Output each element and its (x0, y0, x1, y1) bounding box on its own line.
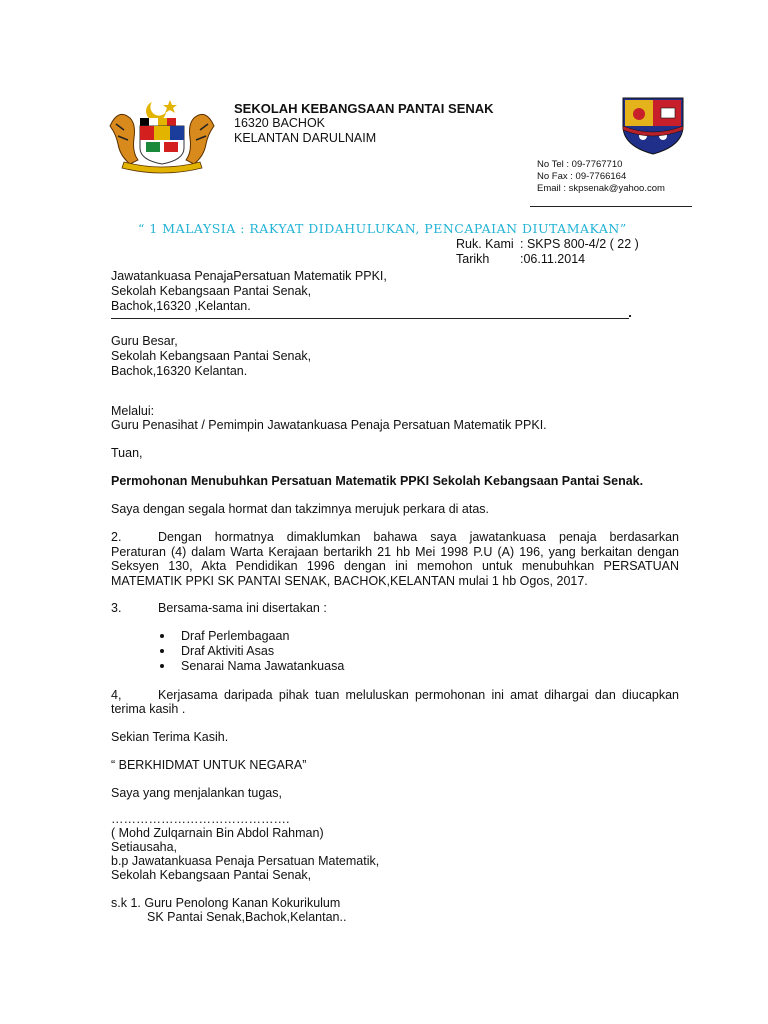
paragraph-3-number: 3. (111, 601, 122, 615)
list-item: Senarai Nama Jawatankuasa (181, 659, 345, 673)
sender-divider (111, 318, 629, 319)
signatory-org: b.p Jawatankuasa Penaja Persatuan Matematik, (111, 854, 380, 868)
via-value: Guru Penasihat / Pemimpin Jawatankuasa Penaja Persatuan Matematik PPKI. (111, 418, 547, 432)
list-item: Draf Aktiviti Asas (181, 644, 275, 658)
signatory-org: Sekolah Kebangsaan Pantai Senak, (111, 868, 312, 882)
bullet-icon (160, 664, 164, 668)
malaysia-coat-of-arms-icon (106, 96, 218, 176)
paragraph-2-line: Seksyen 130, Akta Pendidikan 1996 dengan ini memohon untuk menubuhkan PERSATUAN (111, 559, 679, 573)
paragraph-2-number: 2. (111, 530, 122, 544)
paragraph-4-number: 4, (111, 688, 122, 702)
reference-value: : SKPS 800-4/2 ( 22 ) (520, 237, 639, 251)
bullet-icon (160, 634, 164, 638)
salutation: Tuan, (111, 446, 143, 460)
school-name: SEKOLAH KEBANGSAAN PANTAI SENAK (234, 101, 494, 116)
school-crest-icon (621, 96, 685, 156)
signatory-title: Setiausaha, (111, 840, 178, 854)
paragraph-2-line: Peraturan (4) dalam Warta Kerajaan bertarikh 21 hb Mei 1998 P.U (A) 196, yang berkaitan dengan (111, 545, 679, 559)
cc-line: SK Pantai Senak,Bachok,Kelantan.. (147, 910, 347, 924)
address-line-1: 16320 BACHOK (234, 116, 326, 130)
date-value: :06.11.2014 (520, 252, 586, 266)
date-label: Tarikh (456, 252, 490, 266)
via-label: Melalui: (111, 404, 155, 418)
list-item: Draf Perlembagaan (181, 629, 290, 643)
contact-tel: No Tel : 09-7767710 (537, 159, 623, 170)
recipient-line: Bachok,16320 Kelantan. (111, 364, 248, 378)
sender-line: Bachok,16320 ,Kelantan. (111, 299, 251, 313)
contact-divider (530, 206, 692, 207)
subject: Permohonan Menubuhkan Persatuan Matematik PPKI Sekolah Kebangsaan Pantai Senak. (111, 474, 644, 488)
signatory-name: ( Mohd Zulqarnain Bin Abdol Rahman) (111, 826, 324, 840)
reference-label: Ruk. Kami (456, 237, 514, 251)
paragraph-2-line: Dengan hormatnya dimaklumkan bahawa saya jawatankuasa penaja berdasarkan (158, 530, 679, 544)
recipient-line: Sekolah Kebangsaan Pantai Senak, (111, 349, 312, 363)
divider-end-dot (629, 315, 631, 317)
paragraph-2-line: MATEMATIK PPKI SK PANTAI SENAK, BACHOK,KELANTAN mulai 1 hb Ogos, 2017. (111, 574, 588, 588)
closing: Sekian Terima Kasih. (111, 730, 229, 744)
sender-line: Sekolah Kebangsaan Pantai Senak, (111, 284, 312, 298)
duty-line: Saya yang menjalankan tugas, (111, 786, 282, 800)
signature-dots: ……………………………………. (111, 812, 290, 826)
paragraph-3-text: Bersama-sama ini disertakan : (158, 601, 327, 615)
paragraph-1: Saya dengan segala hormat dan takzimnya merujuk perkara di atas. (111, 502, 489, 516)
contact-fax: No Fax : 09-7766164 (537, 171, 627, 182)
recipient-line: Guru Besar, (111, 334, 178, 348)
slogan: “ 1 MALAYSIA : RAKYAT DIDAHULUKAN, PENCAPAIAN DIUTAMAKAN” (138, 221, 627, 236)
contact-email: Email : skpsenak@yahoo.com (537, 183, 665, 194)
bullet-icon (160, 649, 164, 653)
paragraph-4-line: Kerjasama daripada pihak tuan meluluskan permohonan ini amat dihargai dan diucapkan (158, 688, 679, 702)
cc-line: s.k 1. Guru Penolong Kanan Kokurikulum (111, 896, 341, 910)
paragraph-4-line: terima kasih . (111, 702, 186, 716)
sender-line: Jawatankuasa PenajaPersatuan Matematik PPKI, (111, 269, 387, 283)
address-line-2: KELANTAN DARULNAIM (234, 131, 377, 145)
motto: “ BERKHIDMAT UNTUK NEGARA” (111, 758, 307, 772)
